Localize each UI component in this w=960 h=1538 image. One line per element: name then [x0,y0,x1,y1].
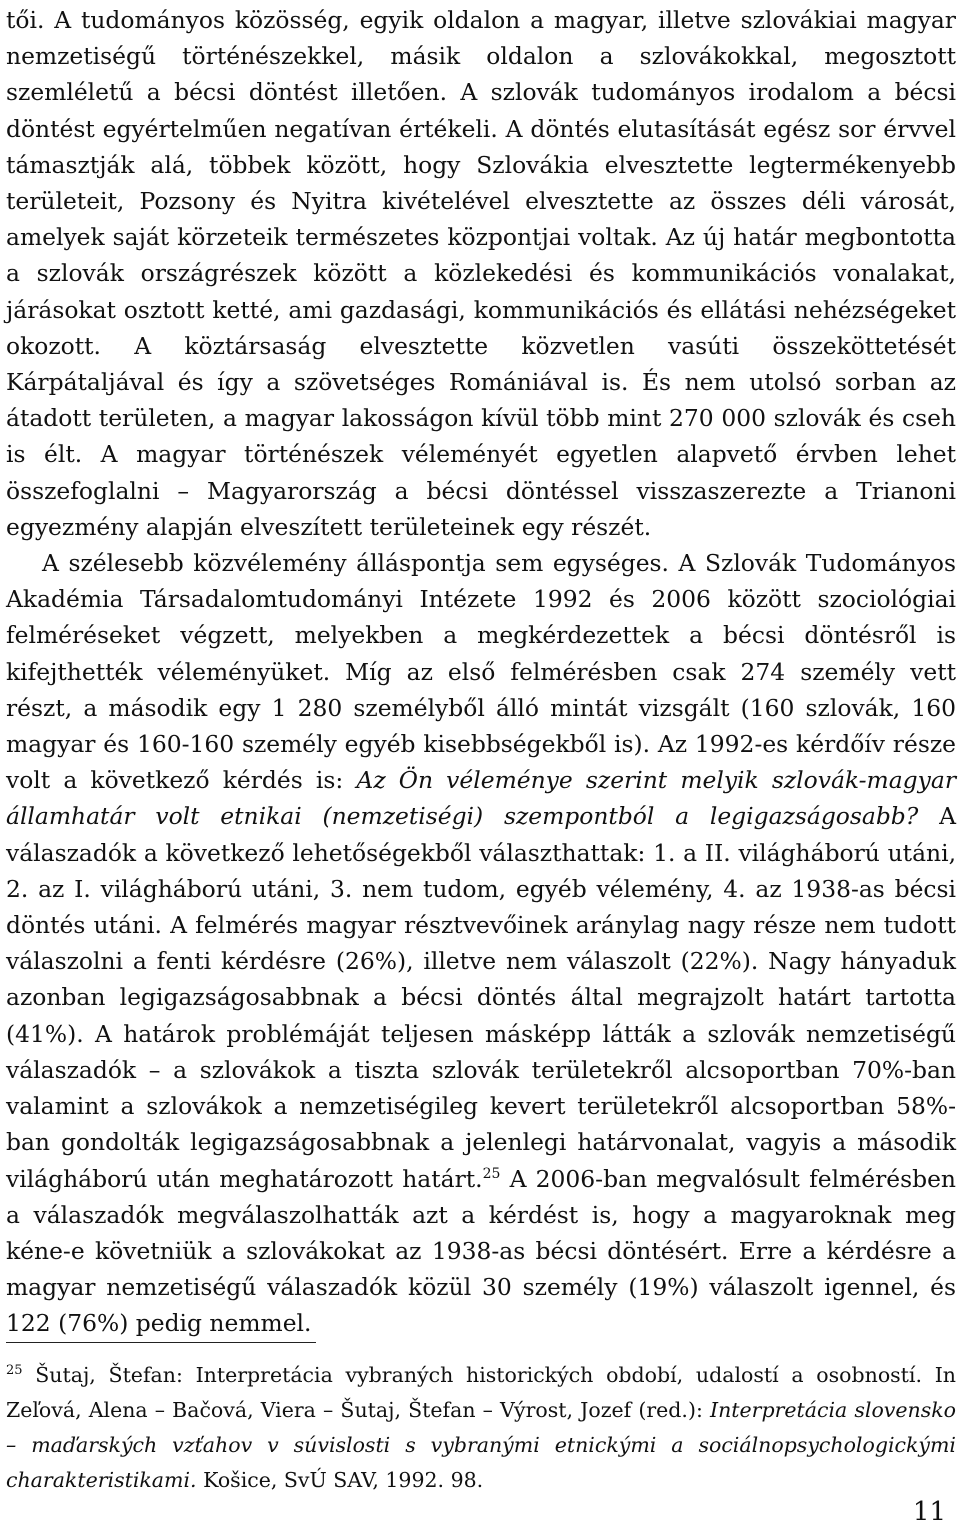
body-paragraph-1 [6,0,956,545]
footnote-title-italic: Interpretácia slovensko – maďarských vzťahov v súvislosti s vybranými etnickými a sociálnopsychologickými charakteristikami. [6,1398,956,1492]
footnote-text-start: Šutaj, Štefan: Interpretácia vybraných historických období, udalostí a osobností. In Zeľová, Alena – Bačová, Viera – Šutaj, Štefan – Výrost, Jozef (red.): [6,1363,956,1422]
footnote-text-end: Košice, SvÚ SAV, 1992. 98. [196,1468,484,1492]
footnote-reference: 25 [482,1165,501,1182]
paragraph-2-text-middle: A válaszadók a következő lehetőségekből választhattak: 1. a II. világháború utáni, 2. az I. világháború utáni, 3. nem tudom, egyéb vélemény, 4. az 1938-as bécsi döntés utáni. A felmérés magyar résztvevőinek aránylag nagy része nem tudott válaszolni a fenti kérdésre (26%), illetve nem válaszolt (22%). Nagy hányaduk azonban legigazságosabbnak a bécsi döntés által megrajzolt határt tartotta (41%). A határok problémáját teljesen másképp látták a szlovák nemzetiségű válaszadók – a szlovákok a tiszta szlovák területekről alcsoportban 70%-ban valamint a szlovákok a nemzetiségileg kevert területekről alcsoportban 58%-ban gondolták legigazságosabbnak a jelenlegi határvonalat, vagyis a második világháború után meghatározott határt. [6,802,957,1193]
page-number: 11 [912,1497,946,1527]
survey-question-italic: Az Ön véleménye szerint melyik szlovák-magyar államhatár volt etnikai (nemzetiségi) szempontból a legigazságosabb? [6,766,956,831]
paragraph-2-text-start: A szélesebb közvélemény álláspontja sem egységes. A Szlovák Tudományos Akadémia Társadalomtudományi Intézete 1992 és 2006 között szociológiai felméréseket végzett, melyekben a megkérdezettek a bécsi döntésről is kifejthették véleményüket. Míg az első felmérésben csak 274 személy vett részt, a második egy 1 280 személyből álló mintát vizsgált (160 szlovák, 160 magyar és 160-160 személy egyéb kisebbségekből is). Az 1992-es kérdőív része volt a következő kérdés is: [6,549,956,795]
document-page [6,0,957,1527]
footnote-number: 25 [6,1363,23,1379]
body-paragraph-2 [6,545,956,1341]
paragraph-2-text-end: A 2006-ban megvalósult felmérésben a válaszadók megválaszolhatták azt a kérdést is, hogy a magyaroknak meg kéne-e követniük a szlovákokat az 1938-as bécsi döntésért. Erre a kérdésre a magyar nemzetiségű válaszadók közül 30 személy (19%) válaszolt igennel, és 122 (76%) pedig nemmel. [6,1164,956,1338]
footnote [6,1358,956,1498]
footnote-separator [6,1342,316,1343]
paragraph-1-text: tői. A tudományos közösség, egyik oldalon a magyar, illetve szlovákiai magyar nemzetiségű történészekkel, másik oldalon a szlovákokkal, megosztott szemléletű a bécsi döntést illetően. A szlovák tudományos irodalom a bécsi döntést egyértelműen negatívan értékeli. A döntés elutasítását egész sor érvvel támasztják alá, többek között, hogy Szlovákia elvesztette legtermékenyebb területeit, Pozsony és Nyitra kivételével elvesztette az összes déli városát, amelyek saját körzeteik természetes központjai voltak. Az új határ megbontotta a szlovák országrészek között a közlekedési és kommunikációs vonalakat, járásokat osztott ketté, ami gazdasági, kommunikációs és ellátási nehézségeket okozott. A köztársaság elvesztette közvetlen vasúti összeköttetését Kárpátaljával és így a szövetséges Romániával is. És nem utolsó sorban az átadott területen, a magyar lakosságon kívül több mint 270 000 szlovák és cseh is élt. A magyar történészek véleményét egyetlen alapvető érvben lehet összefoglalni – Magyarország a bécsi döntéssel visszaszerezte a Trianoni egyezmény alapján elveszített területeinek egy részét. [6,6,956,541]
